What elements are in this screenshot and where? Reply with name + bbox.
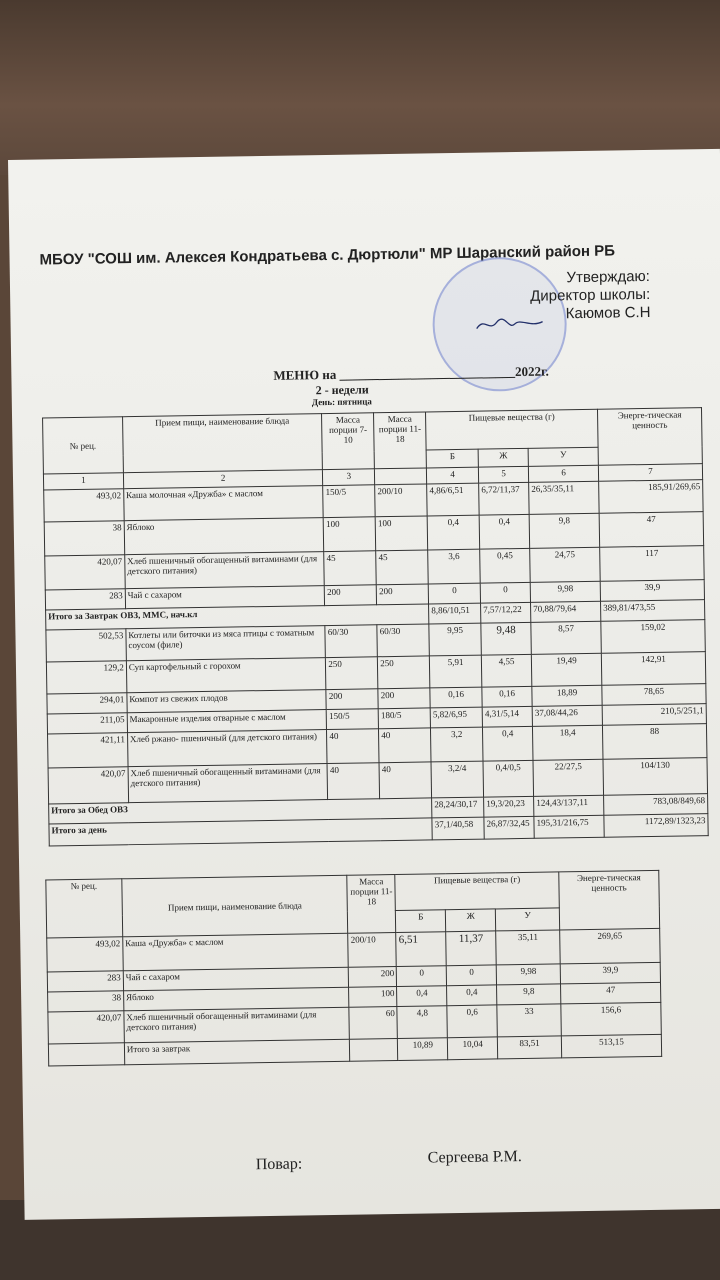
col-u-header: У: [496, 908, 560, 931]
num-cell: 6: [529, 465, 599, 482]
cell-name: Чай с сахаром: [123, 967, 349, 991]
cell-name: Яблоко: [123, 987, 349, 1011]
cell-rec: 421,11: [48, 733, 128, 768]
num-cell: [375, 468, 427, 485]
cell-mass2: 45: [376, 550, 428, 585]
cell-u: 24,75: [530, 547, 600, 582]
cell-zh: 0,4: [483, 726, 534, 761]
cell-name: Суп картофельный с горохом: [126, 658, 326, 693]
cell-name: Чай с сахаром: [125, 586, 325, 609]
cell-energy: 39,9: [600, 580, 704, 602]
cell-zh: 10,04: [448, 1037, 498, 1060]
cell-zh: 0,4: [447, 985, 497, 1006]
cell-energy: 159,02: [601, 620, 705, 654]
cell-u: 18,4: [533, 725, 603, 760]
cell-name: Яблоко: [124, 518, 324, 555]
cell-b: 0,16: [430, 687, 482, 708]
total-label: Итого за день: [49, 818, 432, 846]
cell-rec: 211,05: [47, 713, 127, 734]
cell-mass2: 180/5: [378, 708, 430, 729]
cell-energy: 783,08/849,68: [604, 794, 708, 816]
cell-b: 4,8: [397, 1006, 447, 1039]
cell-u: 124,43/137,11: [534, 795, 604, 816]
cell-b: 5,91: [429, 655, 481, 688]
cell-name: Каша «Дружба» с маслом: [123, 933, 349, 971]
total-label: Итого за Завтрак ОВЗ, ММС, нач.кл: [46, 604, 429, 630]
cell-energy: 513,15: [561, 1034, 661, 1058]
menu-document: [8, 149, 720, 1220]
cell-name: Макаронные изделия отварные с маслом: [127, 710, 327, 733]
col-zh-header: Ж: [478, 448, 528, 467]
cell-name: Хлеб пшеничный обогащенный витаминами (для детского питания): [125, 552, 325, 589]
cell-energy: 104/130: [603, 758, 707, 796]
cell-rec: 502,53: [46, 629, 126, 662]
cell-mass2: 200: [378, 688, 430, 709]
cell-mass2: 40: [379, 728, 431, 763]
cell-mass1: 200: [325, 585, 377, 606]
cell-b: 8,86/10,51: [429, 603, 481, 624]
cell-name: Компот из свежих плодов: [127, 690, 327, 713]
cell-rec: 294,01: [47, 693, 127, 714]
cell-mass1: 150/5: [323, 485, 375, 518]
cell-mass1: 45: [324, 551, 376, 586]
cell-mass2: 200: [376, 584, 428, 605]
desk-surface: [0, 0, 720, 175]
cell-u: 9,8: [529, 513, 599, 548]
cell-name: Котлеты или биточки из мяса птицы с томатным соусом (филе): [126, 626, 326, 661]
cell-energy: 142,91: [601, 652, 705, 686]
cell-name: Хлеб пшеничный обогащенный витаминами (для детского питания): [128, 764, 328, 803]
cell-energy: 389,81/473,55: [601, 600, 705, 622]
num-cell: 4: [427, 467, 479, 484]
cell-zh: 0,4: [479, 514, 530, 549]
cell-u: 9,8: [497, 984, 561, 1005]
cell-b: 0: [428, 583, 480, 604]
num-cell: 5: [479, 466, 529, 483]
num-cell: 3: [323, 469, 375, 486]
cell-u: 70,88/79,64: [531, 601, 601, 622]
cell-zh: 9,48: [481, 622, 531, 655]
col-mass-header: Масса порции 11-18: [347, 875, 396, 934]
num-cell: 1: [43, 473, 123, 490]
col-energy-header: Энерге-тическая ценность: [559, 870, 660, 930]
cell-u: 35,11: [496, 930, 560, 965]
col-b-header: Б: [396, 910, 446, 933]
cell-energy: 78,65: [602, 684, 706, 706]
total-label: Итого за Обед ОВЗ: [49, 798, 432, 824]
col-b-header: Б: [426, 449, 478, 468]
menu-table-secondary: [45, 870, 662, 1067]
total-label: Итого за завтрак: [124, 1039, 350, 1065]
cell-b: 4,86/6,51: [427, 483, 479, 516]
col-name-header: Прием пищи, наименование блюда: [122, 414, 322, 473]
cell-energy: 117: [600, 546, 704, 582]
cell-b: 37,1/40,58: [432, 817, 484, 840]
cell-zh: 6,72/11,37: [479, 482, 529, 515]
cell-u: 37,08/44,26: [532, 705, 602, 726]
cell-rec: 38: [48, 991, 124, 1012]
cell-name: Хлеб ржано- пшеничный (для детского питания): [127, 730, 327, 767]
director-name: Каюмов С.Н: [565, 303, 651, 323]
cell-b: 28,24/30,17: [432, 797, 484, 818]
cell-u: 22/27,5: [533, 759, 604, 796]
cell-zh: 0,16: [482, 686, 532, 707]
col-nutrients-header: Пищевые вещества (г): [426, 409, 598, 450]
cell-u: 83,51: [498, 1036, 562, 1059]
cell-zh: 26,87/32,45: [484, 816, 534, 839]
cell-energy: 185,91/269,65: [599, 480, 703, 514]
cell-u: 9,98: [530, 581, 600, 602]
cell-mass1: 60/30: [325, 625, 377, 658]
col-rec-header: № рец.: [43, 417, 124, 474]
cell-u: 33: [497, 1004, 561, 1037]
cell-name: Каша молочная «Дружба» с маслом: [123, 486, 323, 521]
cell-b: 10,89: [398, 1038, 448, 1061]
cell-b: 0,4: [427, 515, 480, 550]
cell-b: 6,51: [396, 932, 446, 967]
cell-rec: 493,02: [44, 489, 124, 522]
cell-energy: 88: [603, 724, 707, 760]
col-nutrients-header: Пищевые вещества (г): [395, 872, 559, 911]
cell-b: 3,2: [431, 727, 484, 762]
cell-mass: 100: [349, 986, 397, 1007]
cell-b: 3,2/4: [431, 761, 484, 798]
cell-b: 0,4: [397, 986, 447, 1007]
cell-u: 195,31/216,75: [534, 815, 604, 838]
cell-mass1: 150/5: [326, 709, 378, 730]
col-energy-header: Энерге-тическая ценность: [598, 408, 703, 466]
cell-zh: 0,6: [447, 1005, 497, 1038]
cell-b: 9,95: [429, 623, 481, 656]
cell-u: 19,49: [531, 653, 601, 686]
cell-zh: 19,3/20,23: [484, 796, 534, 817]
cell-u: 26,35/35,11: [529, 481, 599, 514]
cell-mass: 60: [349, 1006, 397, 1039]
cell-name: Хлеб пшеничный обогащенный витаминами (для детского питания): [124, 1007, 350, 1043]
cook-label: Повар:: [255, 1155, 303, 1174]
cell-rec: 283: [47, 971, 123, 992]
cell-zh: 4,55: [481, 654, 531, 687]
cell-b: 5,82/6,95: [430, 707, 482, 728]
menu-day: День: пятница: [311, 396, 372, 408]
cell-zh: 4,31/5,14: [482, 706, 532, 727]
cell-mass1: 40: [327, 763, 379, 800]
cell-mass2: 200/10: [375, 484, 427, 517]
director-label: Директор школы:: [530, 285, 651, 305]
cell-b: 3,6: [428, 549, 481, 584]
cell-rec: 283: [45, 589, 125, 610]
cell-rec: 420,07: [48, 767, 128, 804]
cell-u: 9,98: [496, 964, 560, 985]
cell-mass1: 100: [323, 517, 375, 552]
empty-cell: [350, 1038, 398, 1061]
cell-rec: 420,07: [48, 1011, 124, 1044]
cell-zh: 11,37: [446, 931, 496, 966]
num-cell: 2: [123, 470, 323, 489]
cell-mass2: 60/30: [377, 624, 429, 657]
cell-energy: 210,5/251,1: [602, 704, 706, 726]
col-zh-header: Ж: [446, 909, 496, 932]
school-name: МБОУ "СОШ им. Алексея Кондратьева с. Дюртюли" МР Шаранский район РБ: [39, 242, 616, 269]
cell-energy: 47: [561, 982, 661, 1004]
menu-title: МЕНЮ на ___________________________2022г.: [273, 363, 549, 383]
col-mass2-header: Масса порции 11-18: [374, 412, 427, 469]
cell-u: 18,89: [532, 685, 602, 706]
col-mass1-header: Масса порции 7-10: [322, 413, 375, 470]
cell-zh: 0: [447, 965, 497, 986]
col-name-header: Прием пищи, наименование блюда: [122, 875, 348, 937]
cell-rec: 420,07: [45, 555, 125, 590]
cell-energy: 269,65: [560, 928, 660, 964]
num-cell: 7: [598, 464, 702, 482]
cell-energy: 1172,89/1323,23: [604, 814, 708, 838]
cell-zh: 0: [480, 582, 530, 603]
cell-mass: 200: [349, 966, 397, 987]
menu-table-main: [42, 407, 709, 846]
empty-cell: [48, 1043, 124, 1066]
cell-zh: 0,4/0,5: [483, 760, 534, 797]
cook-name: Сергеева Р.М.: [427, 1148, 522, 1167]
cell-mass1: 250: [326, 657, 378, 690]
cell-mass: 200/10: [348, 933, 396, 968]
cell-zh: 7,57/12,22: [481, 602, 531, 623]
col-rec-header: № рец.: [46, 879, 123, 938]
cell-energy: 47: [599, 512, 703, 548]
col-u-header: У: [528, 447, 598, 466]
approve-label: Утверждаю:: [566, 267, 651, 287]
cell-zh: 0,45: [480, 548, 531, 583]
cell-energy: 39,9: [560, 962, 660, 984]
cell-mass1: 200: [326, 689, 378, 710]
cell-mass2: 250: [378, 656, 430, 689]
cell-energy: 156,6: [561, 1002, 661, 1036]
menu-week: 2 - недели: [315, 382, 369, 398]
cell-u: 8,57: [531, 621, 601, 654]
cell-b: 0: [397, 966, 447, 987]
cell-mass1: 40: [327, 729, 379, 764]
cell-mass2: 40: [379, 762, 431, 799]
cell-rec: 493,02: [47, 937, 123, 972]
cell-mass2: 100: [375, 516, 427, 551]
cell-rec: 129,2: [46, 661, 126, 694]
cell-rec: 38: [44, 521, 124, 556]
